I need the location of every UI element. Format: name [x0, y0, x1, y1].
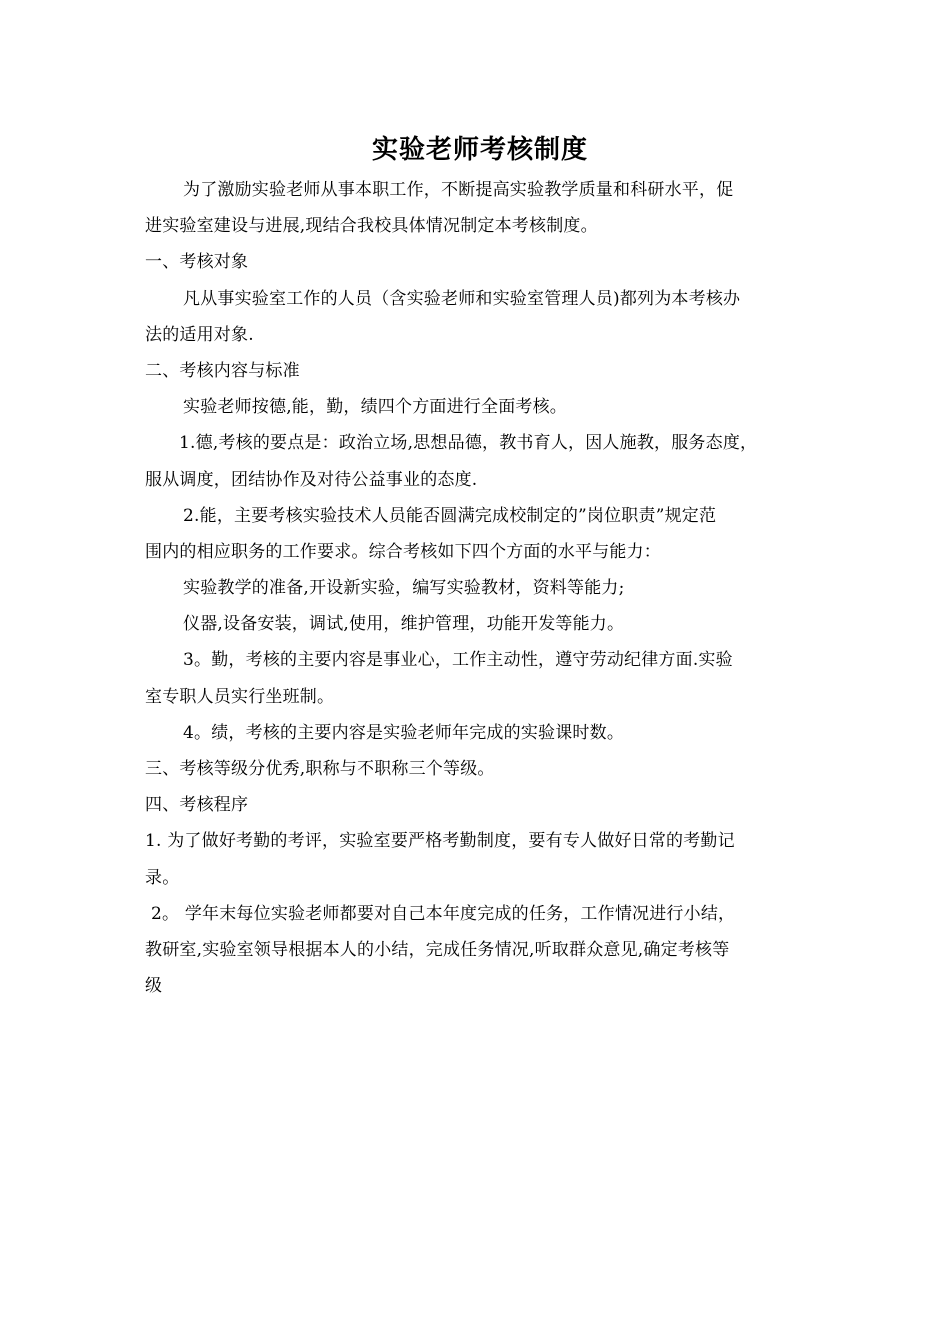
- section-heading: 四、考核程序: [145, 795, 249, 816]
- paragraph-line: 1.德,考核的要点是：政治立场,思想品德，教书育人，因人施教，服务态度，: [179, 433, 758, 454]
- paragraph-line: 进实验室建设与进展,现结合我校具体情况制定本考核制度。: [145, 216, 598, 237]
- document-title: 实验老师考核制度: [371, 135, 588, 165]
- document-page: [145, 128, 815, 1004]
- paragraph-line: 2。 学年末每位实验老师都要对自己本年度完成的任务，工作情况进行小结，: [151, 903, 736, 924]
- paragraph-line: 服从调度，团结协作及对待公益事业的态度.: [145, 469, 478, 490]
- paragraph-line: 录。: [145, 867, 180, 888]
- paragraph-line: 级: [145, 976, 163, 997]
- paragraph-line: 围内的相应职务的工作要求。综合考核如下四个方面的水平与能力：: [145, 541, 661, 562]
- paragraph-line: 为了激励实验老师从事本职工作，不断提高实验教学质量和科研水平，促: [183, 180, 734, 200]
- section-heading: 一、考核对象: [145, 252, 249, 273]
- paragraph-line: 实验教学的准备,开设新实验，编写实验教材，资料等能力;: [183, 578, 625, 599]
- paragraph-line: 法的适用对象.: [145, 324, 254, 345]
- section-heading: 二、考核内容与标准: [145, 360, 300, 381]
- section-heading: 三、考核等级分优秀,职称与不职称三个等级。: [145, 759, 495, 779]
- paragraph-line: 仪器,设备安装，调试,使用，维护管理，功能开发等能力。: [183, 614, 625, 635]
- paragraph-line: 室专职人员实行坐班制。: [145, 686, 335, 707]
- paragraph-line: 4。绩，考核的主要内容是实验老师年完成的实验课时数。: [183, 722, 625, 743]
- paragraph-line: 实验老师按德,能，勤，绩四个方面进行全面考核。: [183, 397, 568, 418]
- paragraph-line: 教研室,实验室领导根据本人的小结，完成任务情况,听取群众意见,确定考核等: [145, 939, 730, 960]
- paragraph-line: 2.能，主要考核实验技术人员能否圆满完成校制定的”岗位职责”规定范: [183, 505, 717, 526]
- paragraph-line: 1. 为了做好考勤的考评，实验室要严格考勤制度，要有专人做好日常的考勤记: [145, 831, 735, 852]
- paragraph-line: 凡从事实验室工作的人员（含实验老师和实验室管理人员)都列为本考核办: [183, 288, 741, 309]
- paragraph-line: 3。勤，考核的主要内容是事业心，工作主动性，遵守劳动纪律方面.实验: [183, 650, 733, 671]
